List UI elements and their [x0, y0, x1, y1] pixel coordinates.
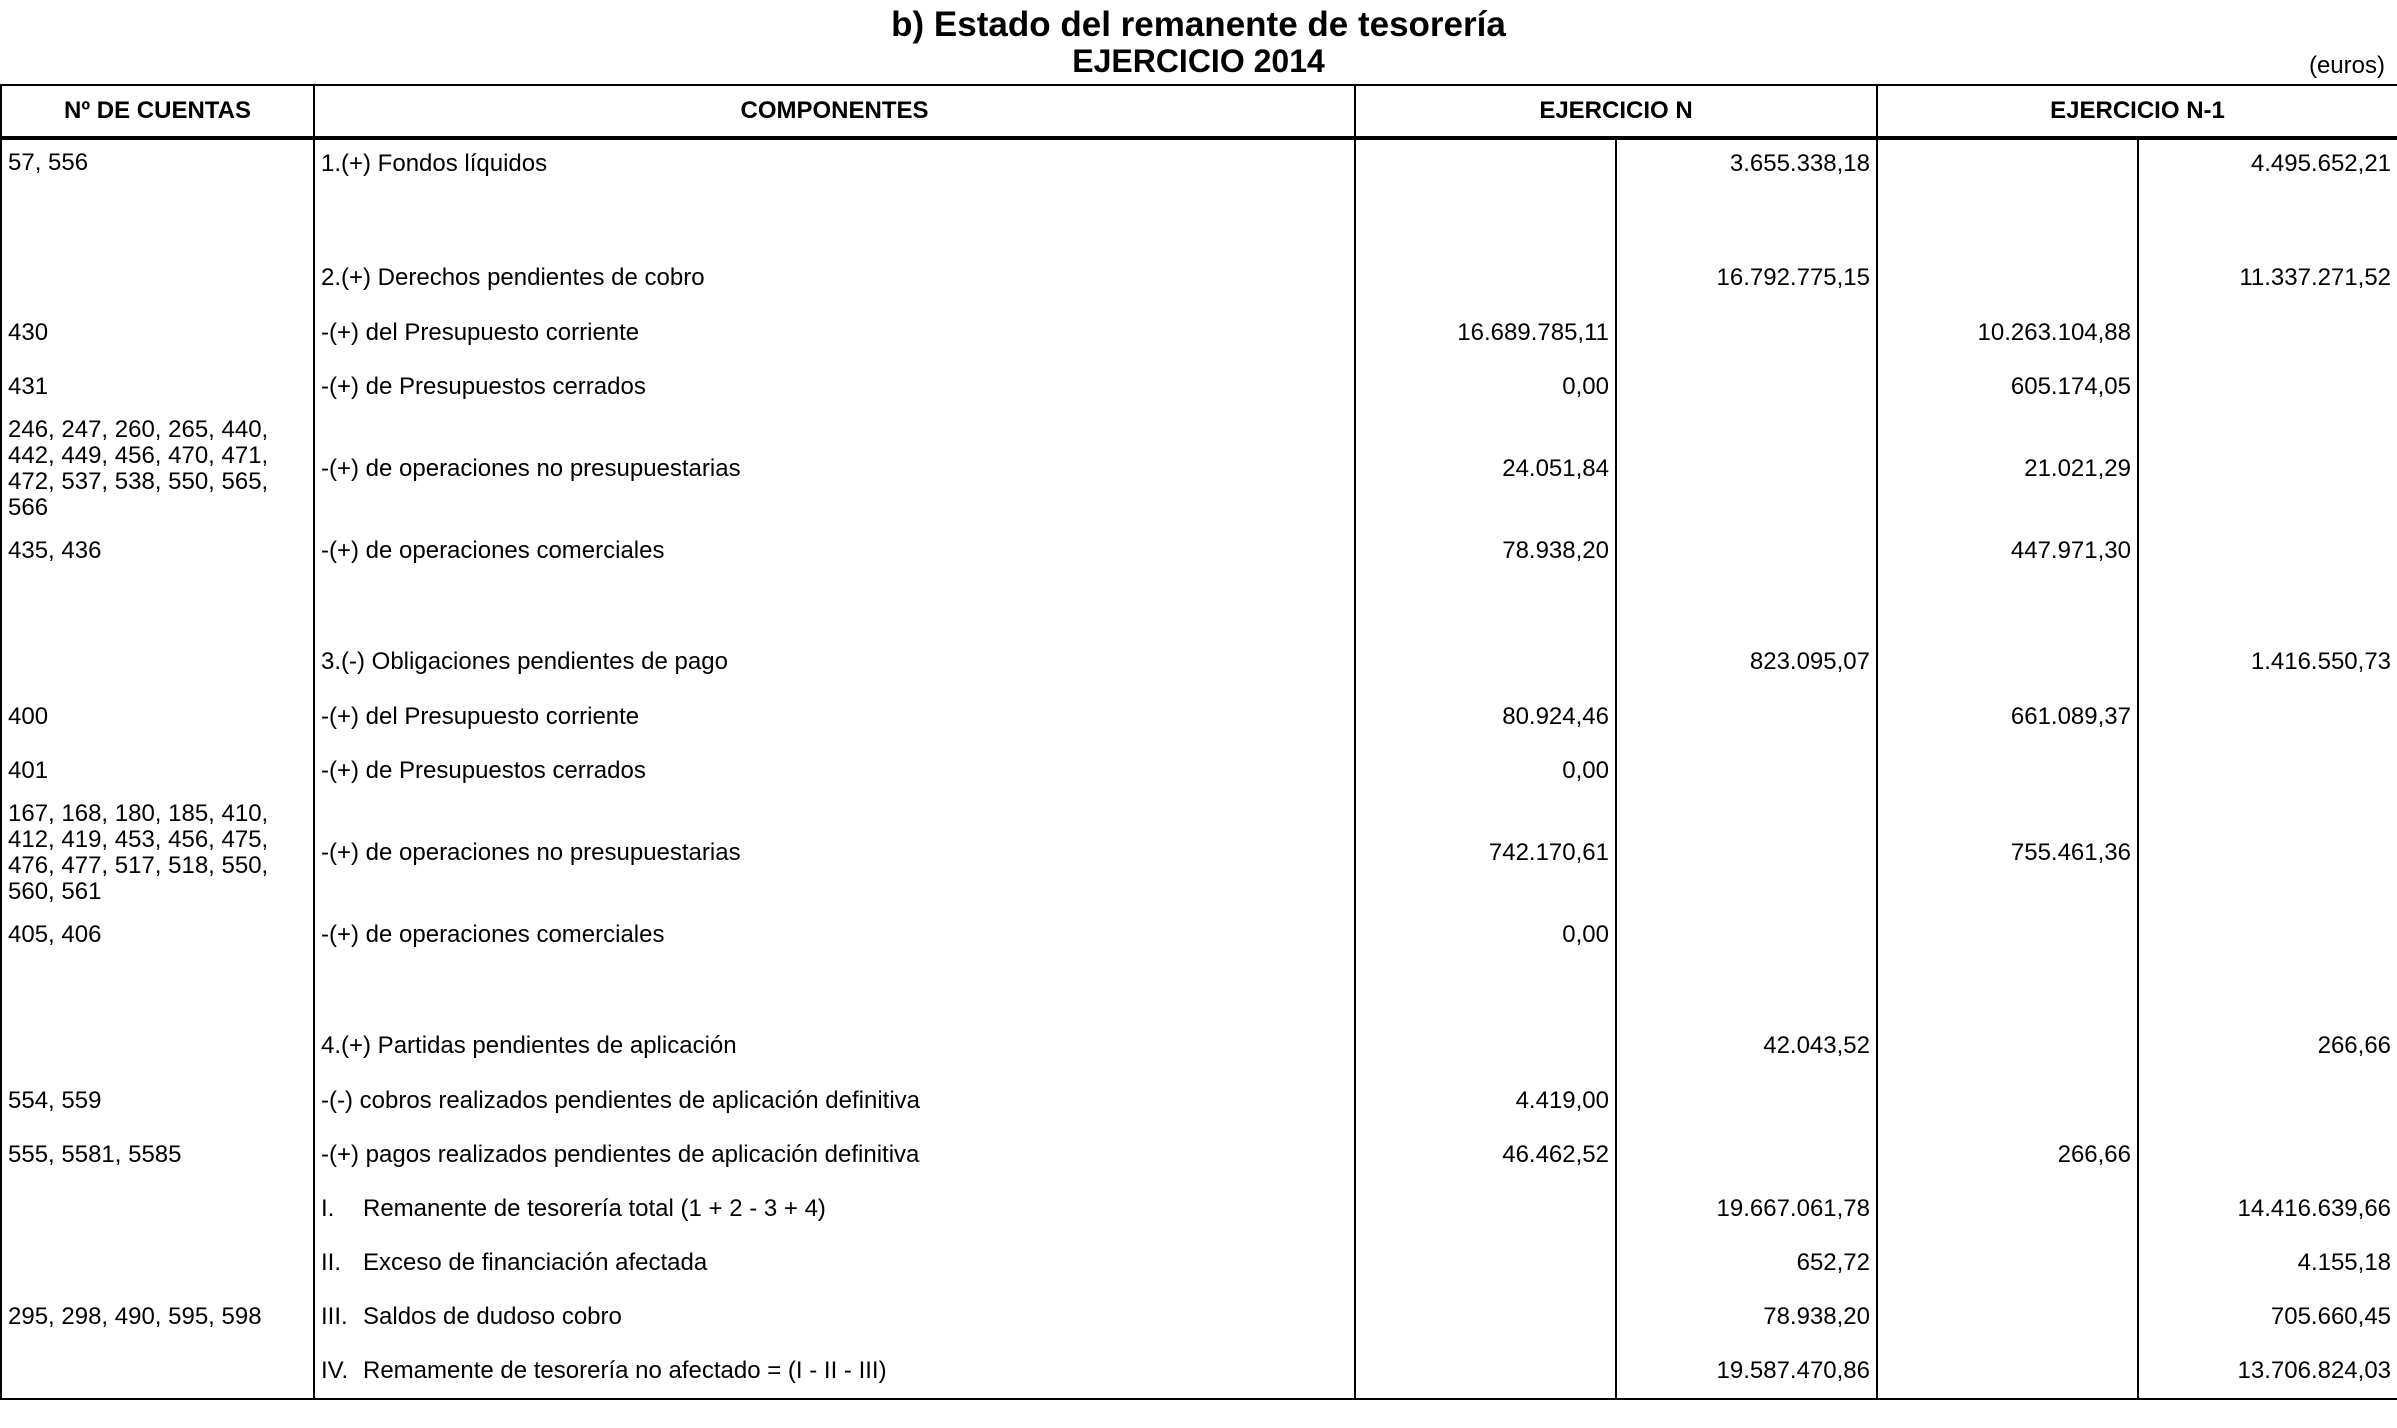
- cell-ejercicio-n-detail: 80.924,46: [1355, 690, 1616, 744]
- cell-ejercicio-n-total: 16.792.775,15: [1616, 250, 1877, 306]
- cell-ejercicio-n1-total: 266,66: [2138, 1018, 2397, 1074]
- cuentas-line: 57, 556: [8, 149, 89, 176]
- cuentas-line: 560, 561: [8, 878, 102, 905]
- cell-ejercicio-n1-total: [2138, 798, 2397, 908]
- cell-componente: [314, 1074, 1355, 1128]
- cell-ejercicio-n1-total: 1.416.550,73: [2138, 634, 2397, 690]
- cell-cuentas: [1, 360, 314, 414]
- spacer-cell: [1616, 578, 1877, 634]
- spacer-cell: [1355, 962, 1616, 1018]
- componente-label: -(+) del Presupuesto corriente: [321, 319, 640, 346]
- cell-ejercicio-n-detail: 4.419,00: [1355, 1074, 1616, 1128]
- units-label: (euros): [2308, 52, 2385, 79]
- cell-ejercicio-n-total: 652,72: [1616, 1236, 1877, 1290]
- cell-ejercicio-n1-detail: 266,66: [1877, 1128, 2138, 1182]
- cell-ejercicio-n-total: [1616, 690, 1877, 744]
- cuentas-line: 554, 559: [8, 1087, 102, 1114]
- table-row: [1, 1182, 2397, 1236]
- cell-ejercicio-n1-detail: 661.089,37: [1877, 690, 2138, 744]
- spacer-cell: [314, 962, 1355, 1018]
- table-row: [1, 360, 2397, 414]
- cell-ejercicio-n1-detail: [1877, 744, 2138, 798]
- table-row: [1, 138, 2397, 194]
- cell-componente: [314, 306, 1355, 360]
- cell-ejercicio-n-detail: 24.051,84: [1355, 414, 1616, 524]
- componente-label: -(+) del Presupuesto corriente: [321, 703, 640, 730]
- spacer-cell: [1355, 194, 1616, 250]
- table-row: [1, 908, 2397, 962]
- cell-ejercicio-n1-total: [2138, 306, 2397, 360]
- spacer-row: [1, 962, 2397, 1018]
- cell-componente: [314, 1290, 1355, 1344]
- componente-label: 1.(+) Fondos líquidos: [321, 150, 548, 177]
- cell-cuentas: [1, 414, 314, 524]
- table-row: [1, 1344, 2397, 1399]
- cell-cuentas: [1, 690, 314, 744]
- cell-ejercicio-n1-total: [2138, 744, 2397, 798]
- spacer-cell: [1616, 194, 1877, 250]
- cell-cuentas: [1, 306, 314, 360]
- cell-ejercicio-n1-detail: [1877, 1344, 2138, 1399]
- table-row: [1, 1018, 2397, 1074]
- componente-label: 4.(+) Partidas pendientes de aplicación: [321, 1032, 737, 1059]
- cell-ejercicio-n1-detail: [1877, 138, 2138, 194]
- cell-cuentas: [1, 138, 314, 194]
- spacer-row: [1, 194, 2397, 250]
- cell-componente: [314, 798, 1355, 908]
- cell-componente: [314, 908, 1355, 962]
- treasury-table: [0, 84, 2397, 1400]
- table-header-row: [1, 85, 2397, 138]
- cell-componente: [314, 250, 1355, 306]
- header-ejercicio-n1: EJERCICIO N-1: [1877, 85, 2397, 138]
- cell-ejercicio-n-detail: [1355, 634, 1616, 690]
- cuentas-line: 405, 406: [8, 921, 102, 948]
- cuentas-line: 431: [8, 373, 49, 400]
- cell-componente: [314, 1236, 1355, 1290]
- cell-cuentas: [1, 744, 314, 798]
- cell-ejercicio-n-detail: 0,00: [1355, 744, 1616, 798]
- cuentas-line: 430: [8, 319, 49, 346]
- cell-componente: [314, 1018, 1355, 1074]
- table-row: [1, 414, 2397, 524]
- roman-numeral: IV.: [321, 1357, 349, 1384]
- cell-ejercicio-n-total: [1616, 798, 1877, 908]
- cell-componente: [314, 138, 1355, 194]
- cell-ejercicio-n-total: 19.667.061,78: [1616, 1182, 1877, 1236]
- table-row: [1, 690, 2397, 744]
- cell-componente: [314, 1128, 1355, 1182]
- table-row: [1, 1128, 2397, 1182]
- cell-ejercicio-n-total: [1616, 360, 1877, 414]
- cell-cuentas: [1, 1290, 314, 1344]
- cell-cuentas: [1, 1128, 314, 1182]
- componente-label: -(+) de operaciones no presupuestarias: [321, 455, 741, 482]
- cell-cuentas: [1, 1074, 314, 1128]
- componente-label: -(+) de operaciones comerciales: [321, 921, 665, 948]
- cell-cuentas: [1, 250, 314, 306]
- cell-ejercicio-n-total: [1616, 524, 1877, 578]
- cell-ejercicio-n-total: [1616, 306, 1877, 360]
- componente-label: Exceso de financiación afectada: [363, 1249, 708, 1276]
- componente-label: Saldos de dudoso cobro: [363, 1303, 622, 1330]
- cell-ejercicio-n1-detail: [1877, 1236, 2138, 1290]
- spacer-cell: [1355, 578, 1616, 634]
- page-subtitle: EJERCICIO 2014: [1072, 43, 1325, 79]
- cell-ejercicio-n-detail: [1355, 1236, 1616, 1290]
- cell-ejercicio-n-detail: [1355, 250, 1616, 306]
- cuentas-line: 401: [8, 757, 49, 784]
- header-cuentas: Nº DE CUENTAS: [1, 85, 314, 138]
- cell-ejercicio-n-detail: [1355, 1018, 1616, 1074]
- cell-ejercicio-n1-detail: [1877, 1290, 2138, 1344]
- spacer-cell: [314, 578, 1355, 634]
- cell-ejercicio-n1-detail: 447.971,30: [1877, 524, 2138, 578]
- cell-componente: [314, 690, 1355, 744]
- cell-ejercicio-n-detail: 46.462,52: [1355, 1128, 1616, 1182]
- componente-label: -(+) de operaciones no presupuestarias: [321, 839, 741, 866]
- cell-ejercicio-n1-detail: [1877, 1074, 2138, 1128]
- cell-componente: [314, 524, 1355, 578]
- componente-label: Remamente de tesorería no afectado = (I - II - III): [363, 1357, 887, 1384]
- cell-ejercicio-n-total: [1616, 908, 1877, 962]
- cuentas-line: 472, 537, 538, 550, 565,: [8, 468, 269, 495]
- cell-ejercicio-n-total: 42.043,52: [1616, 1018, 1877, 1074]
- spacer-cell: [1, 578, 314, 634]
- cell-ejercicio-n1-detail: [1877, 250, 2138, 306]
- cuentas-line: 412, 419, 453, 456, 475,: [8, 826, 269, 853]
- cell-ejercicio-n1-total: 4.495.652,21: [2138, 138, 2397, 194]
- cuentas-line: 295, 298, 490, 595, 598: [8, 1303, 262, 1330]
- cell-ejercicio-n1-total: [2138, 414, 2397, 524]
- cuentas-line: 442, 449, 456, 470, 471,: [8, 442, 269, 469]
- cell-componente: [314, 414, 1355, 524]
- roman-numeral: III.: [321, 1303, 348, 1330]
- cell-ejercicio-n1-total: 705.660,45: [2138, 1290, 2397, 1344]
- cell-cuentas: [1, 908, 314, 962]
- cuentas-line: 566: [8, 494, 49, 521]
- cell-ejercicio-n-detail: [1355, 1290, 1616, 1344]
- componente-label: -(+) de Presupuestos cerrados: [321, 373, 646, 400]
- cell-ejercicio-n-total: 823.095,07: [1616, 634, 1877, 690]
- componente-label: -(-) cobros realizados pendientes de aplicación definitiva: [321, 1087, 920, 1114]
- spacer-cell: [2138, 962, 2397, 1018]
- spacer-cell: [2138, 578, 2397, 634]
- cell-cuentas: [1, 634, 314, 690]
- cell-ejercicio-n1-total: 4.155,18: [2138, 1236, 2397, 1290]
- cell-ejercicio-n1-total: [2138, 690, 2397, 744]
- componente-label: -(+) de Presupuestos cerrados: [321, 757, 646, 784]
- componente-label: 3.(-) Obligaciones pendientes de pago: [321, 648, 728, 675]
- header-ejercicio-n: EJERCICIO N: [1355, 85, 1877, 138]
- table-row: [1, 306, 2397, 360]
- spacer-cell: [1, 194, 314, 250]
- componente-label: Remanente de tesorería total (1 + 2 - 3 + 4): [363, 1195, 826, 1222]
- cell-ejercicio-n-detail: 0,00: [1355, 360, 1616, 414]
- table-row: [1, 1236, 2397, 1290]
- cell-ejercicio-n1-detail: [1877, 634, 2138, 690]
- cuentas-line: 167, 168, 180, 185, 410,: [8, 800, 269, 827]
- cell-ejercicio-n1-total: [2138, 1128, 2397, 1182]
- roman-numeral: II.: [321, 1249, 342, 1276]
- cell-ejercicio-n1-total: [2138, 1074, 2397, 1128]
- cell-ejercicio-n-total: [1616, 1128, 1877, 1182]
- cell-ejercicio-n-total: [1616, 744, 1877, 798]
- componente-label: -(+) pagos realizados pendientes de aplicación definitiva: [321, 1141, 920, 1168]
- spacer-cell: [1877, 578, 2138, 634]
- componente-label: 2.(+) Derechos pendientes de cobro: [321, 264, 705, 291]
- table-row: [1, 250, 2397, 306]
- spacer-cell: [314, 194, 1355, 250]
- cell-ejercicio-n1-detail: 605.174,05: [1877, 360, 2138, 414]
- cell-ejercicio-n-detail: [1355, 1344, 1616, 1399]
- spacer-cell: [1, 962, 314, 1018]
- cell-ejercicio-n1-total: [2138, 524, 2397, 578]
- cell-cuentas: [1, 1182, 314, 1236]
- cell-ejercicio-n-detail: 16.689.785,11: [1355, 306, 1616, 360]
- cell-componente: [314, 744, 1355, 798]
- cell-ejercicio-n-detail: [1355, 1182, 1616, 1236]
- cell-componente: [314, 634, 1355, 690]
- componente-label: -(+) de operaciones comerciales: [321, 537, 665, 564]
- spacer-cell: [1877, 962, 2138, 1018]
- spacer-cell: [1616, 962, 1877, 1018]
- cell-componente: [314, 1182, 1355, 1236]
- cell-ejercicio-n1-total: 13.706.824,03: [2138, 1344, 2397, 1399]
- cell-ejercicio-n-total: 19.587.470,86: [1616, 1344, 1877, 1399]
- cuentas-line: 435, 436: [8, 537, 102, 564]
- cuentas-line: 476, 477, 517, 518, 550,: [8, 852, 269, 879]
- cell-ejercicio-n-total: 3.655.338,18: [1616, 138, 1877, 194]
- cuentas-line: 555, 5581, 5585: [8, 1141, 182, 1168]
- cell-ejercicio-n1-detail: 21.021,29: [1877, 414, 2138, 524]
- cell-ejercicio-n1-detail: 10.263.104,88: [1877, 306, 2138, 360]
- cell-ejercicio-n-total: [1616, 1074, 1877, 1128]
- cell-ejercicio-n-detail: 742.170,61: [1355, 798, 1616, 908]
- table-row: [1, 634, 2397, 690]
- header-componentes: COMPONENTES: [314, 85, 1355, 138]
- spacer-cell: [2138, 194, 2397, 250]
- cell-cuentas: [1, 524, 314, 578]
- cuentas-line: 400: [8, 703, 49, 730]
- cell-ejercicio-n-total: [1616, 414, 1877, 524]
- cell-ejercicio-n1-total: 11.337.271,52: [2138, 250, 2397, 306]
- cell-ejercicio-n1-total: [2138, 360, 2397, 414]
- roman-numeral: I.: [321, 1195, 335, 1222]
- table-row: [1, 524, 2397, 578]
- cell-ejercicio-n-detail: [1355, 138, 1616, 194]
- spacer-row: [1, 578, 2397, 634]
- cell-componente: [314, 1344, 1355, 1399]
- cell-cuentas: [1, 1236, 314, 1290]
- cell-ejercicio-n1-detail: [1877, 1018, 2138, 1074]
- cell-cuentas: [1, 1018, 314, 1074]
- table-row: [1, 798, 2397, 908]
- table-row: [1, 1290, 2397, 1344]
- cell-ejercicio-n-detail: 78.938,20: [1355, 524, 1616, 578]
- cell-ejercicio-n1-detail: [1877, 908, 2138, 962]
- cell-ejercicio-n1-total: [2138, 908, 2397, 962]
- spacer-cell: [1877, 194, 2138, 250]
- cell-ejercicio-n1-detail: [1877, 1182, 2138, 1236]
- page-title: b) Estado del remanente de tesorería: [891, 5, 1506, 44]
- cell-ejercicio-n-detail: 0,00: [1355, 908, 1616, 962]
- cell-componente: [314, 360, 1355, 414]
- cell-cuentas: [1, 798, 314, 908]
- table-row: [1, 744, 2397, 798]
- cell-ejercicio-n1-detail: 755.461,36: [1877, 798, 2138, 908]
- table-row: [1, 1074, 2397, 1128]
- cell-ejercicio-n-total: 78.938,20: [1616, 1290, 1877, 1344]
- cell-cuentas: [1, 1344, 314, 1399]
- cuentas-line: 246, 247, 260, 265, 440,: [8, 416, 269, 443]
- cell-ejercicio-n1-total: 14.416.639,66: [2138, 1182, 2397, 1236]
